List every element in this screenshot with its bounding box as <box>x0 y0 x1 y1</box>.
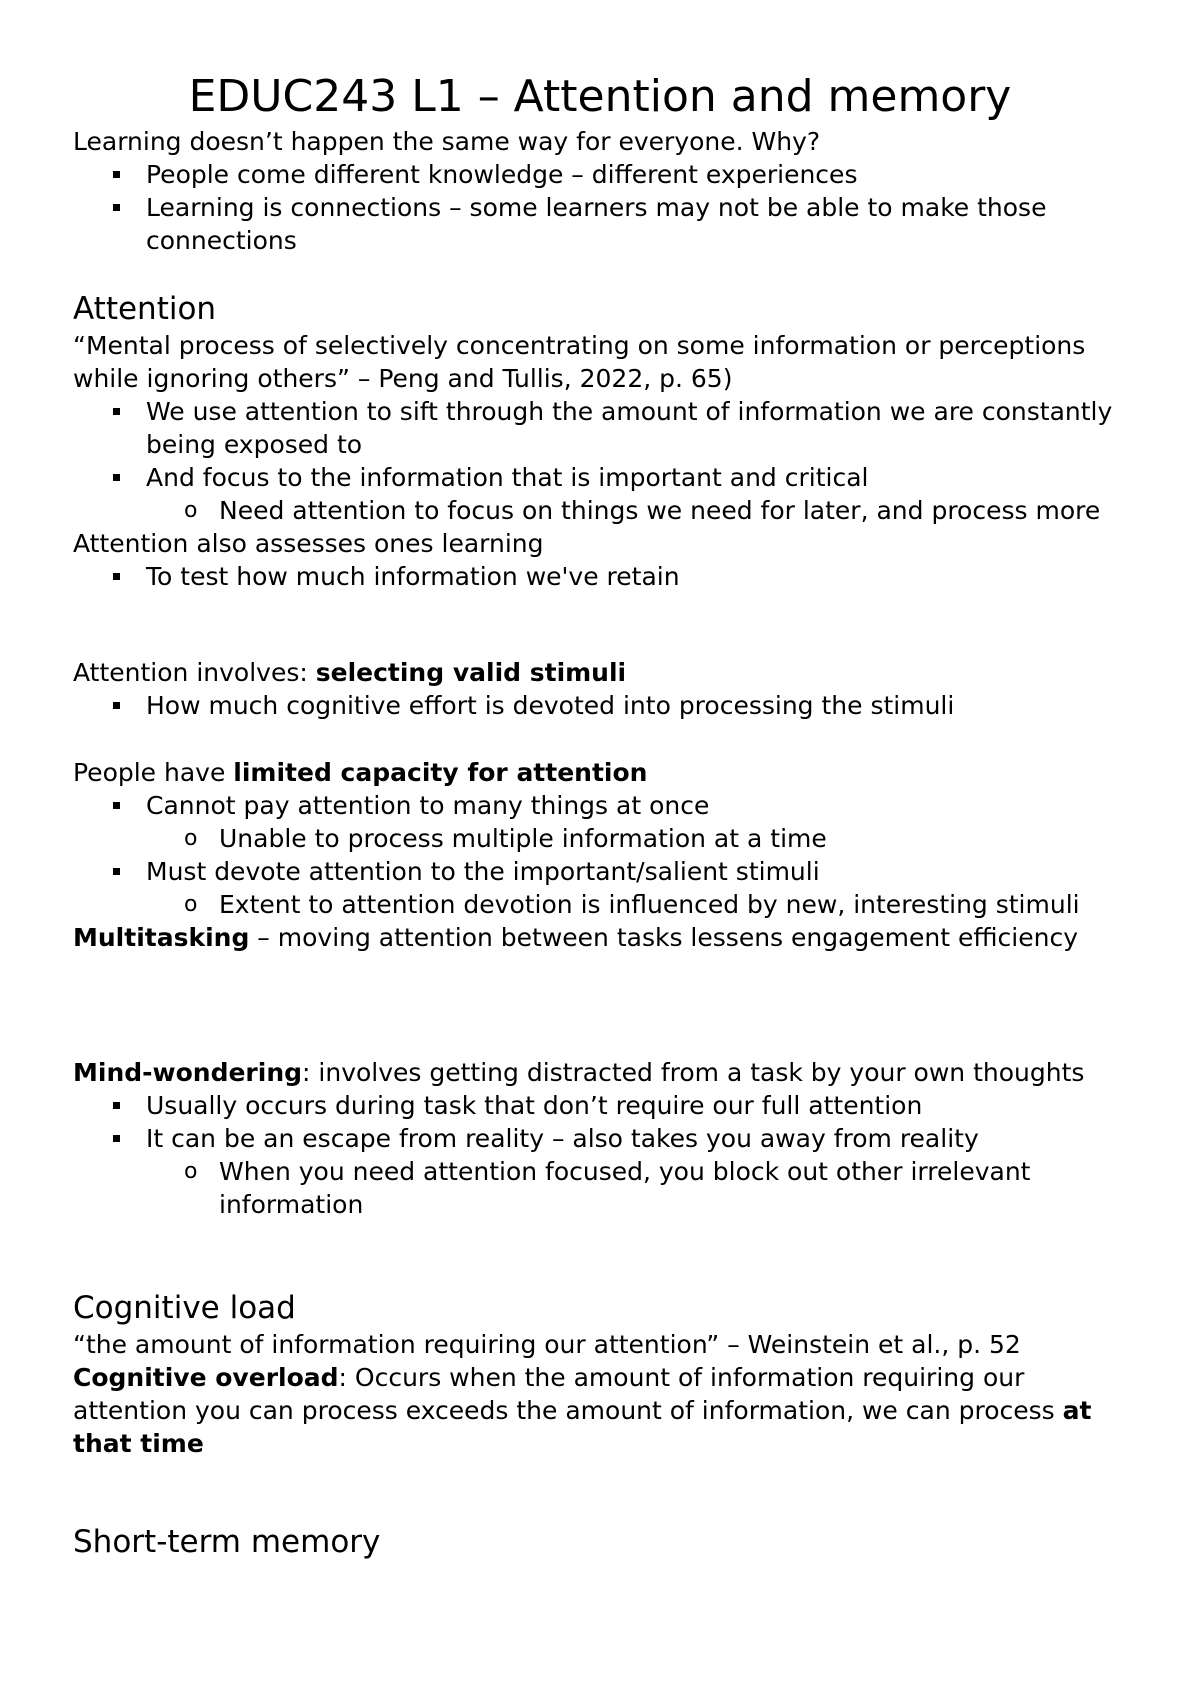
overload-paragraph <box>73 1361 1133 1460</box>
list-item: We use attention to sift through the amount of information we are constantly being exposed to <box>73 395 1133 461</box>
involves-bold: selecting valid stimuli <box>315 658 627 687</box>
multitasking-text: – moving attention between tasks lessens engagement efficiency <box>249 923 1079 952</box>
attention-quote: “Mental process of selectively concentrating on some information or perceptions while ignoring others” – Peng and Tullis, 2022, p. 65) <box>73 331 1086 393</box>
assess-line: Attention also assesses ones learning <box>73 529 544 558</box>
overload-bold: Cognitive overload <box>73 1363 339 1392</box>
involves-line <box>73 656 1133 689</box>
short-term-heading: Short-term memory <box>73 1524 381 1560</box>
capacity-list <box>73 789 1133 921</box>
capacity-prefix: People have <box>73 758 234 787</box>
capacity-line <box>73 756 1133 789</box>
cognitive-load-heading: Cognitive load <box>73 1290 296 1326</box>
involves-prefix: Attention involves: <box>73 658 316 687</box>
overload-text: : Occurs when the amount of information requiring our attention you can process exceeds the amount of information, we can process <box>73 1363 1063 1425</box>
capacity-bold: limited capacity for attention <box>233 758 648 787</box>
mind-text: : involves getting distracted from a task by your own thoughts <box>302 1058 1085 1087</box>
cognitive-load-quote: “the amount of information requiring our attention” – Weinstein et al., p. 52 <box>73 1330 1021 1359</box>
multitasking-line <box>73 921 1133 954</box>
assess-list <box>73 560 1133 593</box>
list-item: How much cognitive effort is devoted into processing the stimuli <box>73 689 1133 722</box>
involves-list <box>73 689 1133 722</box>
list-item: Learning is connections – some learners may not be able to make those connections <box>73 191 1133 257</box>
list-item: To test how much information we've retain <box>73 560 1133 593</box>
cognitive-load-section <box>73 1288 1133 1460</box>
sub-list-item: o When you need attention focused, you block out other irrelevant information <box>73 1155 1133 1221</box>
mind-bold: Mind-wondering <box>73 1058 303 1087</box>
attention-section <box>73 289 1133 593</box>
intro-section <box>73 125 1133 257</box>
list-item: Usually occurs during task that don’t require our full attention <box>73 1089 1133 1122</box>
sub-list-item: o Need attention to focus on things we need for later, and process more <box>73 494 1133 527</box>
mind-line <box>73 1056 1133 1089</box>
intro-list <box>73 158 1133 257</box>
capacity-section <box>73 756 1133 954</box>
list-item: Must devote attention to the important/salient stimuli <box>73 855 1133 888</box>
list-item: It can be an escape from reality – also takes you away from reality <box>73 1122 1133 1155</box>
attention-list <box>73 395 1133 527</box>
mind-list <box>73 1089 1133 1221</box>
mind-wondering-section <box>73 1056 1133 1221</box>
involves-section <box>73 656 1133 722</box>
list-item: And focus to the information that is important and critical <box>73 461 1133 494</box>
overload-bold-end: at that time <box>73 1396 1092 1458</box>
intro-line: Learning doesn’t happen the same way for everyone. Why? <box>73 127 821 156</box>
list-item: Cannot pay attention to many things at once <box>73 789 1133 822</box>
short-term-section <box>73 1522 1133 1562</box>
sub-list-item: o Unable to process multiple information at a time <box>73 822 1133 855</box>
attention-heading: Attention <box>73 291 217 327</box>
document-title: EDUC243 L1 – Attention and memory <box>188 71 1012 122</box>
sub-list-item: o Extent to attention devotion is influenced by new, interesting stimuli <box>73 888 1133 921</box>
list-item: People come different knowledge – different experiences <box>73 158 1133 191</box>
multitasking-bold: Multitasking <box>73 923 250 952</box>
